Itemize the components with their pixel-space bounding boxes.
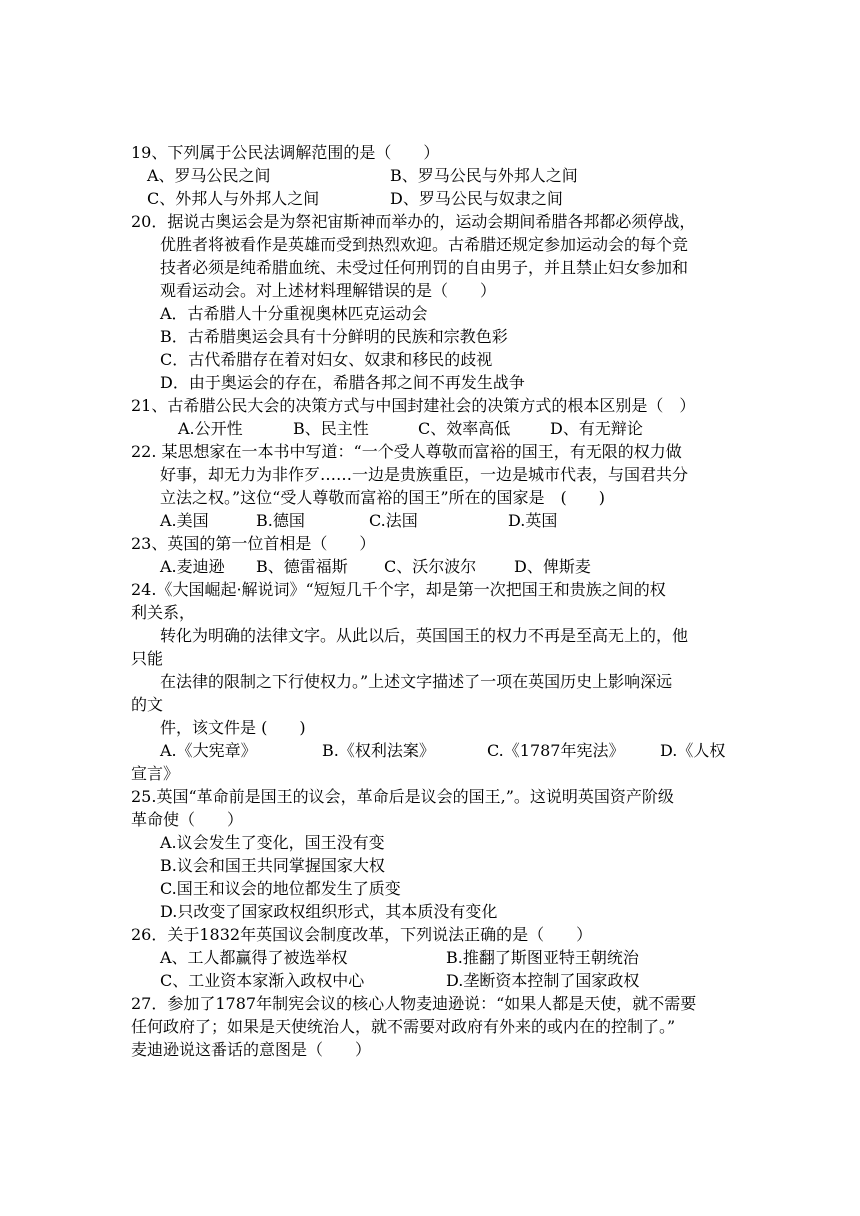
question-22-stem-line-2: 好事，却无力为非作歹……一边是贵族重臣，一边是城市代表，与国君共分 [160,465,689,484]
q19-option-b: B、罗马公民与外邦人之间 [390,166,578,185]
question-22-stem-line-3: 立法之权。”这位“受人尊敬而富裕的国王”所在的国家是 ( ) [160,488,606,507]
q22-option-a: A.美国 [160,511,209,530]
q24-option-d: D.《人权 [660,741,726,760]
q23-option-a: A.麦迪逊 [160,557,225,576]
question-20-stem-line-1: 20．据说古奥运会是为祭祀宙斯神而举办的，运动会期间希腊各邦都必须停战， [131,212,696,231]
q19-option-c: C、外邦人与外邦人之间 [147,189,320,208]
question-24-stem-line-5: 在法律的限制之下行使权力。”上述文字描述了一项在英国历史上影响深远 [160,672,673,691]
q25-option-c: C.国王和议会的地位都发生了质变 [160,879,401,898]
q21-option-b: B、民主性 [293,419,369,438]
q24-option-a: A.《大宪章》 [160,741,257,760]
question-22-stem-line-1: 22. 某思想家在一本书中写道：“一个受人尊敬而富裕的国王，有无限的权力做 [131,442,682,461]
question-19-stem: 19、下列属于公民法调解范围的是（ ） [131,143,440,162]
q19-option-a: A、罗马公民之间 [147,166,271,185]
q21-option-d: D、有无辩论 [550,419,643,438]
question-24-stem-line-3: 转化为明确的法律文字。从此以后，英国国王的权力不再是至高无上的，他 [160,626,689,645]
question-20-stem-line-4: 观看运动会。对上述材料理解错误的是（ ） [160,281,497,300]
q23-option-b: B、德雷福斯 [256,557,348,576]
q21-option-c: C、效率高低 [418,419,511,438]
question-20-stem-line-3: 技者必须是纯希腊血统、未受过任何刑罚的自由男子，并且禁止妇女参加和 [160,258,689,277]
question-24-stem-line-1: 24.《大国崛起·解说词》“短短几千个字，却是第一次把国王和贵族之间的权 [131,580,666,599]
q21-option-a: A.公开性 [178,419,243,438]
q26-option-a: A、工人都赢得了被选举权 [160,948,348,967]
q24-option-b: B.《权利法案》 [322,741,435,760]
question-24-stem-line-7: 件，该文件是 ( ) [160,718,306,737]
q20-option-d: D．由于奥运会的存在，希腊各邦之间不再发生战争 [160,373,525,392]
q23-option-c: C、沃尔波尔 [384,557,477,576]
q20-option-b: B．古希腊奥运会具有十分鲜明的民族和宗教色彩 [160,327,508,346]
q26-option-c: C、工业资本家渐入政权中心 [160,971,365,990]
q25-option-d: D.只改变了国家政权组织形式，其本质没有变化 [160,902,498,921]
question-24-stem-line-6: 的文 [131,695,164,714]
question-25-stem-line-1: 25.英国“革命前是国王的议会，革命后是议会的国王,”。这说明英国资产阶级 [131,787,674,806]
question-27-stem-line-3: 麦迪逊说这番话的意图是（ ） [131,1040,372,1059]
q25-option-a: A.议会发生了变化，国王没有变 [160,833,385,852]
question-24-stem-line-4: 只能 [131,649,164,668]
q22-option-c: C.法国 [369,511,418,530]
q24-option-c: C.《1787年宪法》 [487,741,625,760]
q23-option-d: D、俾斯麦 [514,557,591,576]
question-27-stem-line-2: 任何政府了；如果是天使统治人，就不需要对政府有外来的或内在的控制了。” [131,1017,676,1036]
q20-option-c: C．古代希腊存在着对妇女、奴隶和移民的歧视 [160,350,493,369]
question-21-stem: 21、古希腊公民大会的决策方式与中国封建社会的决策方式的根本区别是（ ） [131,396,696,415]
question-24-stem-line-2: 利关系， [131,603,196,622]
question-25-stem-line-2: 革命使（ ） [131,810,244,829]
q25-option-b: B.议会和国王共同掌握国家大权 [160,856,385,875]
question-20-stem-line-2: 优胜者将被看作是英雄而受到热烈欢迎。古希腊还规定参加运动会的每个竞 [160,235,689,254]
q22-option-b: B.德国 [256,511,305,530]
q26-option-d: D.垄断资本控制了国家政权 [446,971,640,990]
q26-option-b: B.推翻了斯图亚特王朝统治 [446,948,639,967]
question-27-stem-line-1: 27．参加了1787年制宪会议的核心人物麦迪逊说：“如果人都是天使，就不需要 [131,994,697,1013]
q20-option-a: A．古希腊人十分重视奥林匹克运动会 [160,304,428,323]
q19-option-d: D、罗马公民与奴隶之间 [390,189,563,208]
q22-option-d: D.英国 [508,511,558,530]
q24-option-d-continued: 宣言》 [131,764,180,783]
question-23-stem: 23、英国的第一位首相是（ ） [131,534,376,553]
question-26-stem: 26．关于1832年英国议会制度改革，下列说法正确的是（ ） [131,925,593,944]
